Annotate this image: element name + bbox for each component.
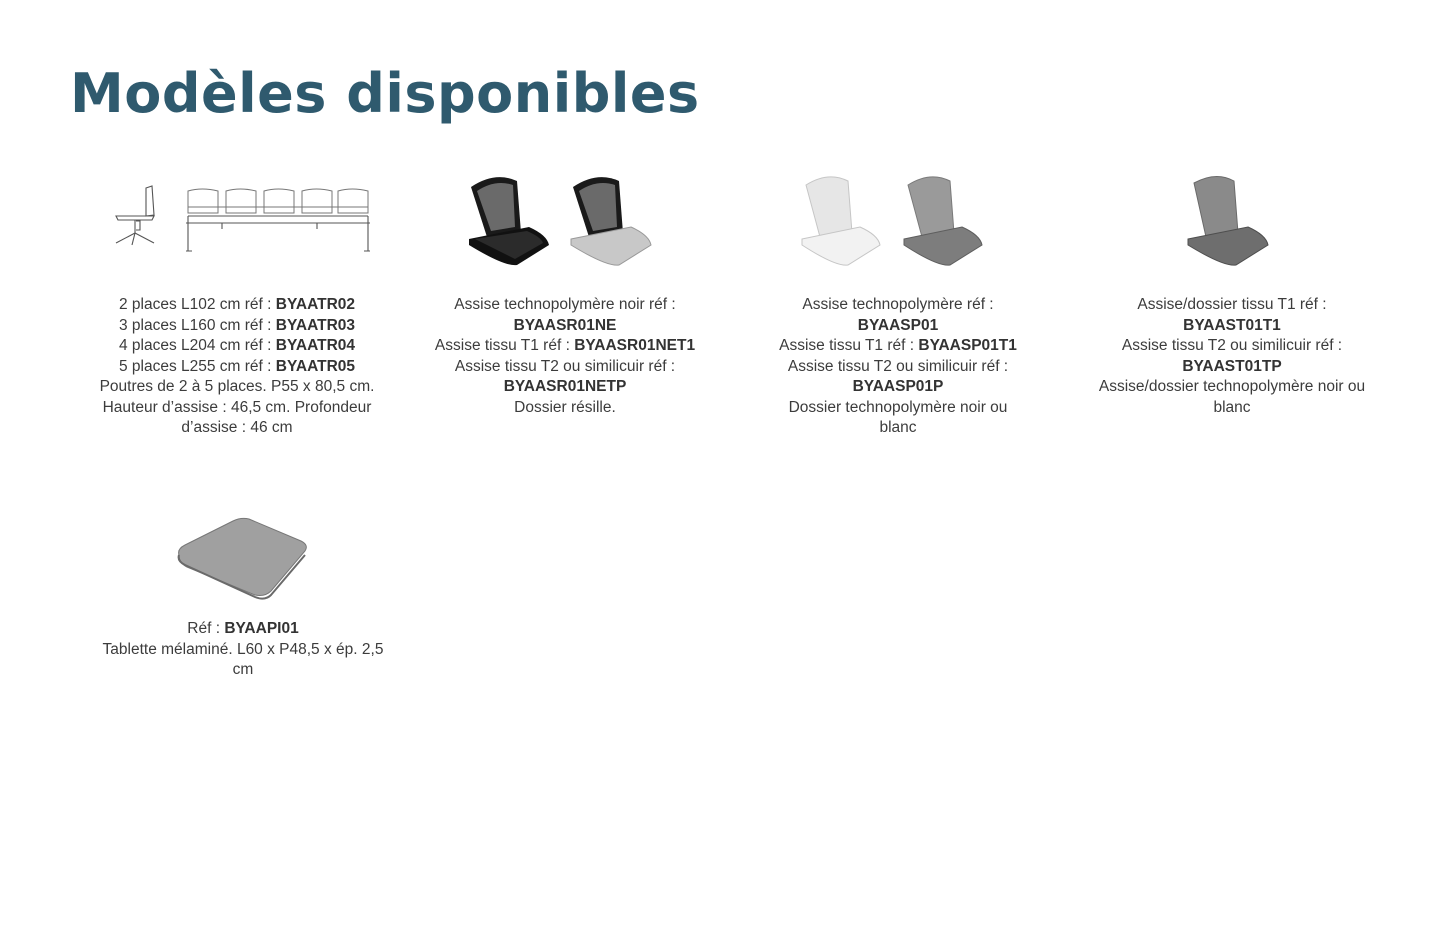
- ref-line: BYAASR01NE: [513, 316, 617, 334]
- product-card-tablet: [98, 515, 388, 695]
- mesh-back-seats-image: [415, 175, 715, 285]
- ref-line: 3 places L160 cm réf : BYAATR03: [118, 316, 356, 334]
- polymer-seats-image: [758, 175, 1038, 285]
- ref-line: BYAAST01T1: [1183, 316, 1281, 334]
- product-note: Dossier technopolymère noir ou blanc: [788, 398, 1008, 436]
- ref-line: Assise tissu T2 ou similicuir réf :: [1121, 337, 1343, 354]
- ref-line: 4 places L204 cm réf : BYAATR04: [118, 337, 356, 354]
- ref-line: Assise/dossier tissu T1 réf :: [1137, 296, 1327, 313]
- ref-line: 5 places L255 cm réf : BYAATR05: [118, 357, 356, 375]
- product-description: [415, 295, 715, 418]
- product-card-upholstered-seat: [1087, 175, 1377, 435]
- product-description: [758, 295, 1038, 439]
- ref-line: BYAASP01: [857, 316, 939, 334]
- product-card-bench: [97, 175, 377, 445]
- ref-line: Assise tissu T1 réf : BYAASR01NET1: [434, 337, 696, 354]
- page-title: Modèles disponibles: [70, 62, 700, 125]
- product-description: [97, 295, 377, 439]
- product-note: Dossier résille.: [514, 398, 616, 416]
- product-note: Tablette mélaminé. L60 x P48,5 x ép. 2,5 cm: [102, 640, 384, 678]
- ref-line: 2 places L102 cm réf : BYAATR02: [118, 296, 356, 313]
- ref-line: BYAASR01NETP: [503, 378, 627, 395]
- product-note: Assise/dossier technopolymère noir ou blanc: [1098, 378, 1366, 416]
- bench-beam-drawing-image: [97, 175, 377, 285]
- ref-line: Assise technopolymère réf :: [802, 296, 994, 313]
- ref-line: Réf : BYAAPI01: [187, 620, 299, 637]
- product-note: Poutres de 2 à 5 places. P55 x 80,5 cm. Hauteur d’assise : 46,5 cm. Profondeur d’assise : 46 cm: [99, 378, 375, 436]
- upholstered-seat-image: [1087, 175, 1377, 285]
- ref-line: Assise tissu T2 ou similicuir réf :: [787, 357, 1009, 375]
- ref-line: BYAASP01P: [852, 378, 944, 395]
- product-description: [98, 619, 388, 681]
- ref-line: BYAAST01TP: [1182, 357, 1282, 375]
- product-card-polymer-seat: [758, 175, 1038, 445]
- product-card-mesh-seat: [415, 175, 715, 435]
- ref-line: Assise technopolymère noir réf :: [454, 296, 676, 313]
- laminate-tablet-image: [98, 515, 388, 610]
- product-description: [1087, 295, 1377, 418]
- ref-line: Assise tissu T2 ou similicuir réf :: [454, 357, 676, 375]
- ref-line: Assise tissu T1 réf : BYAASP01T1: [779, 337, 1017, 354]
